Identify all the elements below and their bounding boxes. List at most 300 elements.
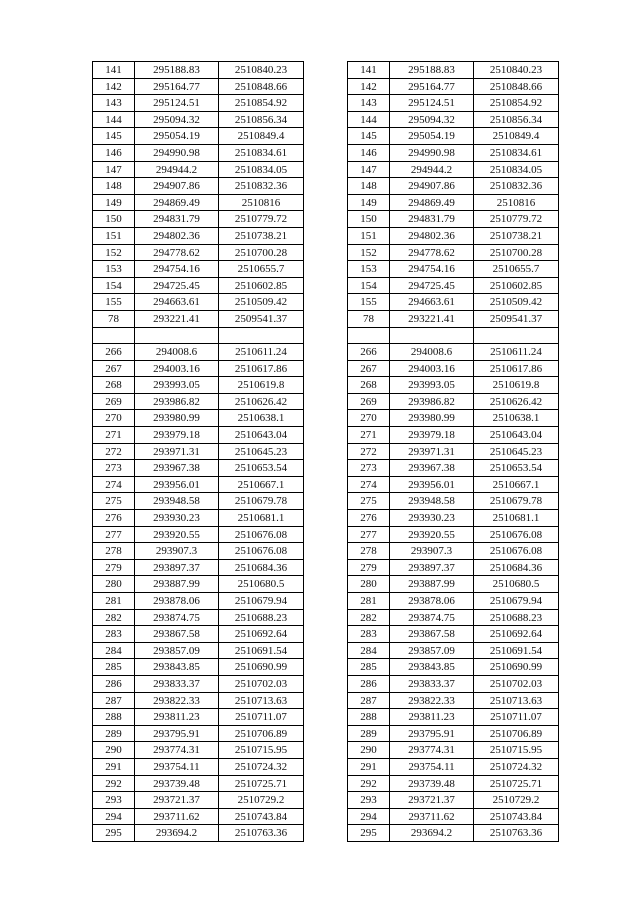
x-coordinate-cell: 293754.11 [135,759,219,775]
table-row [93,709,304,726]
point-number-cell: 149 [93,195,135,211]
table-row [93,178,304,195]
table-row [348,62,559,79]
table-row [348,178,559,195]
x-coordinate-cell: 293979.18 [135,427,219,443]
y-coordinate-cell: 2510715.95 [219,742,304,758]
x-coordinate-cell: 293833.37 [390,676,474,692]
x-coordinate-cell: 293993.05 [135,377,219,393]
point-number-cell: 285 [93,659,135,675]
point-number-cell: 78 [93,311,135,327]
x-coordinate-cell: 293980.99 [390,410,474,426]
table-row [93,245,304,262]
x-coordinate-cell: 293930.23 [135,510,219,526]
x-coordinate-cell: 293897.37 [390,560,474,576]
x-coordinate-cell: 294802.36 [135,228,219,244]
table-row [348,493,559,510]
x-coordinate-cell: 293920.55 [390,527,474,543]
point-number-cell: 270 [348,410,390,426]
x-coordinate-cell: 293979.18 [390,427,474,443]
table-row [348,693,559,710]
y-coordinate-cell: 2510611.24 [474,344,559,360]
table-row [348,510,559,527]
y-coordinate-cell: 2510653.54 [219,460,304,476]
x-coordinate-cell: 293993.05 [390,377,474,393]
y-coordinate-cell: 2510619.8 [474,377,559,393]
table-row [93,112,304,129]
y-coordinate-cell: 2510729.2 [219,792,304,808]
y-coordinate-cell: 2510700.28 [474,245,559,261]
table-row [348,294,559,311]
table-row [93,643,304,660]
table-row [348,162,559,179]
x-coordinate-cell: 294778.62 [135,245,219,261]
table-row [93,328,304,345]
y-coordinate-cell: 2510711.07 [219,709,304,725]
point-number-cell: 142 [93,79,135,95]
point-number-cell: 155 [348,294,390,310]
x-coordinate-cell: 293811.23 [135,709,219,725]
table-row [348,128,559,145]
table-row [93,294,304,311]
point-number-cell: 287 [93,693,135,709]
table-row [348,311,559,328]
x-coordinate-cell: 293967.38 [390,460,474,476]
point-number-cell: 150 [348,211,390,227]
table-row [348,809,559,826]
point-number-cell: 295 [93,825,135,841]
y-coordinate-cell: 2510849.4 [474,128,559,144]
table-row [93,261,304,278]
point-number-cell: 152 [348,245,390,261]
x-coordinate-cell [390,328,474,344]
point-number-cell [348,328,390,344]
point-number-cell: 295 [348,825,390,841]
point-number-cell: 145 [348,128,390,144]
y-coordinate-cell: 2510643.04 [474,427,559,443]
x-coordinate-cell: 293948.58 [135,493,219,509]
y-coordinate-cell: 2510645.23 [219,444,304,460]
y-coordinate-cell: 2510840.23 [219,62,304,78]
table-row [348,377,559,394]
x-coordinate-cell: 293843.85 [390,659,474,675]
point-number-cell: 141 [348,62,390,78]
x-coordinate-cell: 294008.6 [135,344,219,360]
table-row [93,162,304,179]
point-number-cell: 284 [348,643,390,659]
table-row [348,211,559,228]
x-coordinate-cell: 294869.49 [390,195,474,211]
point-number-cell: 266 [348,344,390,360]
point-number-cell: 152 [93,245,135,261]
x-coordinate-cell: 294663.61 [390,294,474,310]
point-number-cell: 294 [348,809,390,825]
table-row [93,460,304,477]
table-row [348,145,559,162]
y-coordinate-cell: 2510700.28 [219,245,304,261]
table-row [93,527,304,544]
x-coordinate-cell: 295054.19 [390,128,474,144]
x-coordinate-cell: 293833.37 [135,676,219,692]
table-row [348,79,559,96]
y-coordinate-cell: 2510725.71 [474,776,559,792]
y-coordinate-cell: 2510655.7 [474,261,559,277]
table-row [93,444,304,461]
x-coordinate-cell: 294869.49 [135,195,219,211]
y-coordinate-cell: 2510691.54 [474,643,559,659]
y-coordinate-cell: 2510617.86 [474,361,559,377]
x-coordinate-cell: 293795.91 [135,726,219,742]
x-coordinate-cell: 293754.11 [390,759,474,775]
point-number-cell: 271 [93,427,135,443]
point-number-cell: 267 [93,361,135,377]
y-coordinate-cell: 2510729.2 [474,792,559,808]
x-coordinate-cell: 293857.09 [135,643,219,659]
table-row [348,626,559,643]
y-coordinate-cell: 2510655.7 [219,261,304,277]
point-number-cell: 141 [93,62,135,78]
x-coordinate-cell: 293887.99 [390,576,474,592]
x-coordinate-cell: 293971.31 [135,444,219,460]
y-coordinate-cell: 2510684.36 [474,560,559,576]
x-coordinate-cell: 293795.91 [390,726,474,742]
point-number-cell: 147 [93,162,135,178]
table-row [348,610,559,627]
y-coordinate-cell: 2510638.1 [474,410,559,426]
table-row [93,128,304,145]
point-number-cell: 144 [93,112,135,128]
y-coordinate-cell: 2510715.95 [474,742,559,758]
y-coordinate-cell: 2510779.72 [474,211,559,227]
point-number-cell: 275 [93,493,135,509]
point-number-cell: 290 [348,742,390,758]
x-coordinate-cell: 294663.61 [135,294,219,310]
y-coordinate-cell: 2510848.66 [474,79,559,95]
x-coordinate-cell: 293774.31 [135,742,219,758]
x-coordinate-cell: 293874.75 [135,610,219,626]
table-row [93,593,304,610]
y-coordinate-cell: 2510692.64 [474,626,559,642]
point-number-cell: 293 [348,792,390,808]
x-coordinate-cell: 294725.45 [135,278,219,294]
x-coordinate-cell: 294907.86 [135,178,219,194]
y-coordinate-cell: 2510692.64 [219,626,304,642]
y-coordinate-cell: 2510681.1 [474,510,559,526]
point-number-cell: 289 [93,726,135,742]
table-row [348,709,559,726]
table-row [93,195,304,212]
point-number-cell: 270 [93,410,135,426]
y-coordinate-cell: 2510676.08 [474,543,559,559]
y-coordinate-cell: 2510691.54 [219,643,304,659]
x-coordinate-cell: 295124.51 [135,95,219,111]
point-number-cell: 154 [93,278,135,294]
point-number-cell: 269 [348,394,390,410]
y-coordinate-cell: 2510679.78 [474,493,559,509]
y-coordinate-cell: 2510834.61 [219,145,304,161]
table-row [93,726,304,743]
table-row [93,278,304,295]
y-coordinate-cell: 2510679.94 [219,593,304,609]
x-coordinate-cell: 294944.2 [135,162,219,178]
coordinate-table-left [92,61,304,842]
x-coordinate-cell: 293694.2 [390,825,474,841]
table-row [93,477,304,494]
point-number-cell: 293 [93,792,135,808]
point-number-cell [93,328,135,344]
x-coordinate-cell: 293907.3 [135,543,219,559]
y-coordinate-cell: 2510602.85 [474,278,559,294]
y-coordinate-cell: 2510743.84 [219,809,304,825]
x-coordinate-cell: 293930.23 [390,510,474,526]
point-number-cell: 283 [93,626,135,642]
x-coordinate-cell: 293811.23 [390,709,474,725]
table-row [93,211,304,228]
point-number-cell: 280 [93,576,135,592]
table-row [93,228,304,245]
point-number-cell: 294 [93,809,135,825]
table-row [348,560,559,577]
point-number-cell: 282 [93,610,135,626]
table-row [93,145,304,162]
x-coordinate-cell: 293822.33 [390,693,474,709]
point-number-cell: 279 [348,560,390,576]
table-row [93,610,304,627]
y-coordinate-cell: 2510626.42 [474,394,559,410]
table-row [348,344,559,361]
table-row [93,394,304,411]
y-coordinate-cell: 2510611.24 [219,344,304,360]
point-number-cell: 281 [93,593,135,609]
point-number-cell: 274 [93,477,135,493]
point-number-cell: 146 [348,145,390,161]
y-coordinate-cell: 2510738.21 [219,228,304,244]
x-coordinate-cell: 295124.51 [390,95,474,111]
x-coordinate-cell: 294008.6 [390,344,474,360]
x-coordinate-cell: 293711.62 [135,809,219,825]
table-row [93,361,304,378]
x-coordinate-cell: 293907.3 [390,543,474,559]
table-row [93,659,304,676]
point-number-cell: 143 [348,95,390,111]
y-coordinate-cell: 2510667.1 [474,477,559,493]
x-coordinate-cell [135,328,219,344]
x-coordinate-cell: 295164.77 [390,79,474,95]
table-row [93,825,304,842]
table-row [348,643,559,660]
x-coordinate-cell: 293711.62 [390,809,474,825]
x-coordinate-cell: 294725.45 [390,278,474,294]
table-row [348,410,559,427]
y-coordinate-cell: 2510602.85 [219,278,304,294]
table-row [93,576,304,593]
table-row [348,328,559,345]
table-row [348,477,559,494]
table-row [348,576,559,593]
y-coordinate-cell: 2510832.36 [474,178,559,194]
point-number-cell: 285 [348,659,390,675]
x-coordinate-cell: 293694.2 [135,825,219,841]
point-number-cell: 268 [93,377,135,393]
table-row [93,676,304,693]
y-coordinate-cell: 2510738.21 [474,228,559,244]
x-coordinate-cell: 293887.99 [135,576,219,592]
y-coordinate-cell: 2510854.92 [474,95,559,111]
point-number-cell: 288 [348,709,390,725]
x-coordinate-cell: 294831.79 [390,211,474,227]
point-number-cell: 283 [348,626,390,642]
table-row [93,742,304,759]
y-coordinate-cell: 2510645.23 [474,444,559,460]
x-coordinate-cell: 293971.31 [390,444,474,460]
point-number-cell: 150 [93,211,135,227]
y-coordinate-cell: 2510667.1 [219,477,304,493]
table-row [348,776,559,793]
y-coordinate-cell: 2510638.1 [219,410,304,426]
table-row [348,195,559,212]
point-number-cell: 143 [93,95,135,111]
y-coordinate-cell: 2510856.34 [219,112,304,128]
table-row [93,759,304,776]
table-row [93,410,304,427]
y-coordinate-cell: 2510626.42 [219,394,304,410]
point-number-cell: 290 [93,742,135,758]
x-coordinate-cell: 293948.58 [390,493,474,509]
y-coordinate-cell: 2510702.03 [219,676,304,692]
table-row [93,493,304,510]
y-coordinate-cell: 2510681.1 [219,510,304,526]
x-coordinate-cell: 293721.37 [135,792,219,808]
point-number-cell: 291 [348,759,390,775]
point-number-cell: 153 [348,261,390,277]
y-coordinate-cell: 2510619.8 [219,377,304,393]
y-coordinate-cell: 2510856.34 [474,112,559,128]
table-row [348,659,559,676]
table-row [93,95,304,112]
y-coordinate-cell: 2510848.66 [219,79,304,95]
y-coordinate-cell: 2510854.92 [219,95,304,111]
table-row [348,228,559,245]
table-row [348,394,559,411]
y-coordinate-cell: 2510816 [474,195,559,211]
table-row [348,825,559,842]
table-row [348,759,559,776]
y-coordinate-cell: 2510840.23 [474,62,559,78]
point-number-cell: 148 [348,178,390,194]
y-coordinate-cell: 2510779.72 [219,211,304,227]
table-row [348,676,559,693]
y-coordinate-cell: 2510684.36 [219,560,304,576]
point-number-cell: 153 [93,261,135,277]
point-number-cell: 287 [348,693,390,709]
y-coordinate-cell: 2510832.36 [219,178,304,194]
point-number-cell: 286 [348,676,390,692]
x-coordinate-cell: 293986.82 [135,394,219,410]
point-number-cell: 273 [348,460,390,476]
point-number-cell: 272 [93,444,135,460]
x-coordinate-cell: 293739.48 [390,776,474,792]
point-number-cell: 279 [93,560,135,576]
x-coordinate-cell: 293843.85 [135,659,219,675]
table-row [93,626,304,643]
x-coordinate-cell: 294944.2 [390,162,474,178]
y-coordinate-cell: 2510834.05 [219,162,304,178]
point-number-cell: 151 [348,228,390,244]
x-coordinate-cell: 293878.06 [390,593,474,609]
x-coordinate-cell: 293980.99 [135,410,219,426]
point-number-cell: 145 [93,128,135,144]
x-coordinate-cell: 294907.86 [390,178,474,194]
x-coordinate-cell: 294003.16 [390,361,474,377]
point-number-cell: 276 [93,510,135,526]
point-number-cell: 278 [93,543,135,559]
point-number-cell: 146 [93,145,135,161]
x-coordinate-cell: 294754.16 [390,261,474,277]
point-number-cell: 277 [348,527,390,543]
point-number-cell: 147 [348,162,390,178]
table-row [348,792,559,809]
table-row [93,311,304,328]
y-coordinate-cell: 2510816 [219,195,304,211]
table-row [348,245,559,262]
point-number-cell: 282 [348,610,390,626]
table-row [93,62,304,79]
x-coordinate-cell: 295188.83 [135,62,219,78]
point-number-cell: 142 [348,79,390,95]
y-coordinate-cell: 2510676.08 [219,543,304,559]
y-coordinate-cell: 2510509.42 [474,294,559,310]
point-number-cell: 78 [348,311,390,327]
point-number-cell: 277 [93,527,135,543]
y-coordinate-cell: 2510680.5 [474,576,559,592]
y-coordinate-cell: 2510653.54 [474,460,559,476]
x-coordinate-cell: 293956.01 [390,477,474,493]
table-row [93,693,304,710]
table-row [348,726,559,743]
y-coordinate-cell: 2510849.4 [219,128,304,144]
y-coordinate-cell: 2510713.63 [474,693,559,709]
y-coordinate-cell [219,328,304,344]
x-coordinate-cell: 295054.19 [135,128,219,144]
table-row [348,261,559,278]
y-coordinate-cell: 2510834.61 [474,145,559,161]
point-number-cell: 155 [93,294,135,310]
point-number-cell: 148 [93,178,135,194]
point-number-cell: 151 [93,228,135,244]
y-coordinate-cell: 2510711.07 [474,709,559,725]
x-coordinate-cell: 293739.48 [135,776,219,792]
y-coordinate-cell: 2510725.71 [219,776,304,792]
coordinate-table-right [347,61,559,842]
x-coordinate-cell: 294003.16 [135,361,219,377]
point-number-cell: 274 [348,477,390,493]
table-row [93,543,304,560]
y-coordinate-cell: 2510724.32 [474,759,559,775]
y-coordinate-cell: 2510617.86 [219,361,304,377]
y-coordinate-cell: 2510763.36 [219,825,304,841]
point-number-cell: 149 [348,195,390,211]
table-row [348,593,559,610]
point-number-cell: 272 [348,444,390,460]
table-row [93,427,304,444]
x-coordinate-cell: 295094.32 [135,112,219,128]
table-row [348,742,559,759]
x-coordinate-cell: 293221.41 [135,311,219,327]
y-coordinate-cell: 2509541.37 [219,311,304,327]
point-number-cell: 288 [93,709,135,725]
y-coordinate-cell: 2510676.08 [474,527,559,543]
table-row [93,792,304,809]
